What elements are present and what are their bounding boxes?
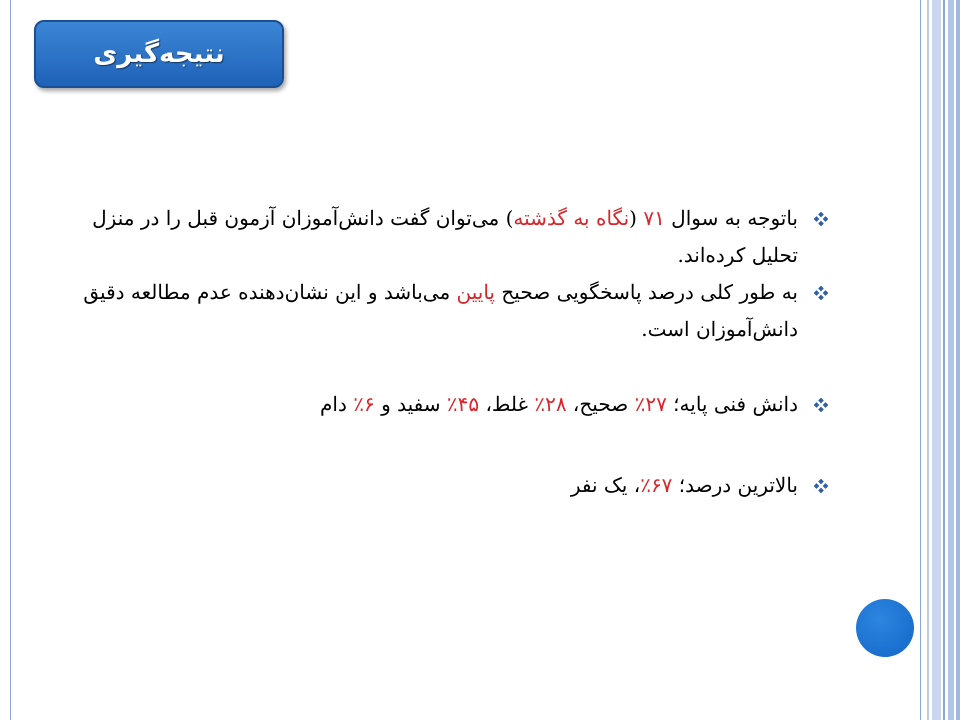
highlighted-text: ۲۷٪ — [634, 392, 667, 416]
bullet-text — [92, 206, 798, 267]
slide-title: نتیجه‌گیری — [93, 39, 225, 69]
left-border-line — [10, 0, 11, 720]
highlighted-text: ۷۱ — [643, 206, 665, 230]
text-segment: دانش فنی پایه؛ — [666, 392, 798, 416]
text-segment: صحیح، — [566, 392, 635, 416]
diamond-bullet-icon — [814, 398, 828, 412]
diamond-bullet-icon — [814, 479, 828, 493]
decor-bar — [932, 0, 941, 720]
bullet-list — [50, 200, 828, 504]
highlighted-text: ۶۷٪ — [640, 473, 673, 497]
diamond-bullet-icon — [814, 212, 828, 226]
text-segment: ، یک نفر — [570, 473, 641, 497]
bullet-item — [50, 200, 828, 274]
text-segment: سفید و — [374, 392, 447, 416]
text-segment: می‌باشد و این نشان‌دهنده عدم مطالعه دقیق دانش‌آموزان است. — [83, 280, 798, 341]
bullet-text — [320, 392, 798, 416]
diamond-bullet-icon — [814, 286, 828, 300]
decorative-circle — [856, 599, 914, 657]
text-segment: غلط، — [479, 392, 535, 416]
text-segment: دام — [320, 392, 354, 416]
text-segment: ) می‌توان گفت دانش‌آموزان آزمون قبل را در منزل تحلیل کرده‌اند. — [92, 206, 798, 267]
highlighted-text: ۴۵٪ — [446, 392, 480, 416]
bullet-item — [50, 274, 828, 348]
text-segment: ( — [629, 206, 644, 230]
text-segment: بالاترین درصد؛ — [672, 473, 798, 497]
highlighted-text: پایین — [456, 280, 496, 304]
bullet-text — [83, 280, 798, 341]
bullet-item — [50, 467, 828, 504]
decor-bar — [943, 0, 945, 720]
decor-bar — [920, 0, 921, 720]
text-segment: به طور کلی درصد پاسخگویی صحیح — [495, 280, 798, 304]
bullet-text — [571, 473, 798, 497]
decor-bar — [956, 0, 960, 720]
highlighted-text: ۲۸٪ — [534, 392, 567, 416]
text-segment: باتوجه به سوال — [664, 206, 798, 230]
decor-bar — [927, 0, 929, 720]
right-decorative-bars — [920, 0, 960, 720]
highlighted-text: نگاه به گذشته — [513, 206, 630, 230]
bullet-item — [50, 386, 828, 423]
highlighted-text: ۶٪ — [353, 392, 375, 416]
title-box — [34, 20, 284, 88]
decor-bar — [948, 0, 954, 720]
